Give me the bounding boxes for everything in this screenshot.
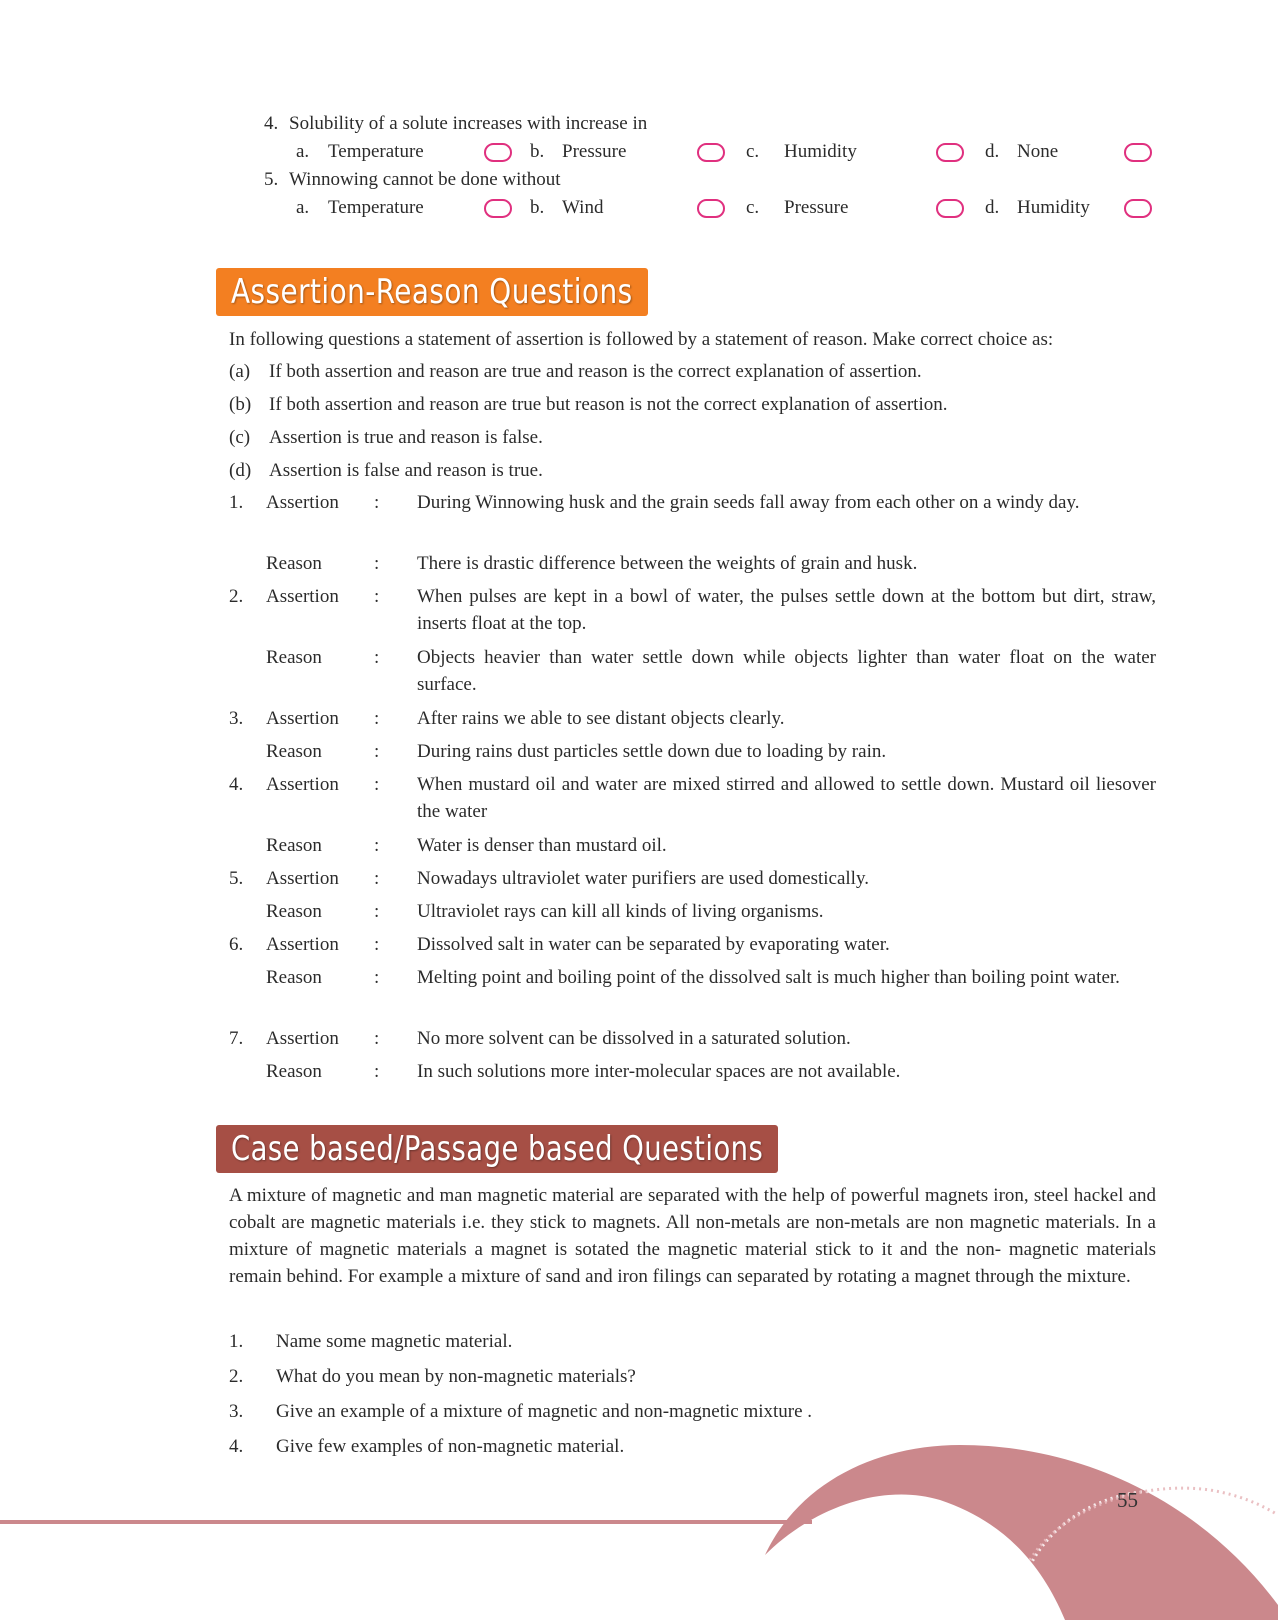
reason-label: Reason — [266, 835, 322, 856]
case-passage: A mixture of magnetic and man magnetic material are separated with the help of powerful magnets iron, steel hackel and cobalt are magnetic materials i.e. they stick to magnets. All non-metals are non-metals are non magnetic materials. In a mixture of magnetic materials a magnet is sotated the magnetic material stick to it and the non- magnetic materials remain behind. For example a mixture of sand and iron filings can separated by rotating a magnet through the mixture. — [229, 1185, 1156, 1287]
colon: : — [374, 901, 380, 922]
option-circle[interactable] — [1124, 199, 1152, 218]
option-text: Temperature — [328, 141, 424, 162]
case-question-text: Give few examples of non-magnetic material. — [276, 1436, 625, 1457]
choice-text: If both assertion and reason are true and reason is the correct explanation of assertion. — [269, 361, 922, 382]
ar-number: 6. — [229, 934, 244, 955]
assertion-text: Nowadays ultraviolet water purifiers are used domestically. — [417, 868, 869, 889]
reason-text: Objects heavier than water settle down while objects lighter than water float on the water surface. — [417, 647, 1156, 695]
reason-label: Reason — [266, 647, 322, 668]
reason-label: Reason — [266, 967, 322, 988]
ar-number: 1. — [229, 492, 244, 513]
option-circle[interactable] — [936, 199, 964, 218]
assertion-label: Assertion — [266, 868, 339, 889]
colon: : — [374, 553, 380, 574]
option-label: a. — [296, 197, 310, 218]
reason-label: Reason — [266, 553, 322, 574]
colon: : — [374, 934, 380, 955]
choice-text: Assertion is false and reason is true. — [269, 460, 543, 481]
assertion-text: When mustard oil and water are mixed stirred and allowed to settle down. Mustard oil liesover the water — [417, 774, 1156, 822]
option-label: b. — [530, 197, 545, 218]
option-circle[interactable] — [484, 143, 512, 162]
option-label: d. — [985, 197, 1000, 218]
colon: : — [374, 1061, 380, 1082]
assertion-text: During Winnowing husk and the grain seeds fall away from each other on a windy day. — [417, 492, 1080, 513]
assertion-label: Assertion — [266, 586, 339, 607]
choice-label: (a) — [229, 361, 251, 382]
colon: : — [374, 868, 380, 889]
colon: : — [374, 1028, 380, 1049]
option-circle[interactable] — [484, 199, 512, 218]
choice-item — [229, 459, 543, 483]
option-text: Pressure — [562, 141, 627, 162]
assertion-label: Assertion — [266, 708, 339, 729]
reason-text: In such solutions more inter-molecular spaces are not available. — [417, 1061, 901, 1082]
choice-item — [229, 393, 948, 417]
mcq-question-text: Winnowing cannot be done without — [289, 169, 561, 190]
reason-label: Reason — [266, 901, 322, 922]
case-question-number: 1. — [229, 1331, 244, 1352]
choice-item — [229, 426, 543, 450]
option-text: Wind — [562, 197, 604, 218]
mcq-question — [264, 112, 647, 136]
colon: : — [374, 647, 380, 668]
choice-label: (c) — [229, 427, 251, 448]
option-circle[interactable] — [936, 143, 964, 162]
assertion-label: Assertion — [266, 492, 339, 513]
choice-text: Assertion is true and reason is false. — [269, 427, 543, 448]
case-question-text: Name some magnetic material. — [276, 1331, 513, 1352]
assertion-label: Assertion — [266, 934, 339, 955]
mcq-number: 4. — [264, 113, 279, 134]
choice-item — [229, 360, 922, 384]
colon: : — [374, 835, 380, 856]
option-circle[interactable] — [697, 143, 725, 162]
reason-text: There is drastic difference between the weights of grain and husk. — [417, 553, 918, 574]
assertion-text: When pulses are kept in a bowl of water, the pulses settle down at the bottom but dirt, straw, inserts float at the top. — [417, 586, 1156, 634]
ar-number: 3. — [229, 708, 244, 729]
option-label: a. — [296, 141, 310, 162]
colon: : — [374, 774, 380, 795]
choice-label: (d) — [229, 460, 252, 481]
section-heading-case: Case based/Passage based Questions — [216, 1125, 778, 1173]
case-question-text: Give an example of a mixture of magnetic and non-magnetic mixture . — [276, 1401, 813, 1422]
case-question-number: 4. — [229, 1436, 244, 1457]
case-question-number: 2. — [229, 1366, 244, 1387]
option-label: d. — [985, 141, 1000, 162]
ar-number: 2. — [229, 586, 244, 607]
choice-label: (b) — [229, 394, 252, 415]
assertion-text: Dissolved salt in water can be separated by evaporating water. — [417, 934, 890, 955]
reason-text: Ultraviolet rays can kill all kinds of living organisms. — [417, 901, 824, 922]
reason-label: Reason — [266, 1061, 322, 1082]
option-text: Temperature — [328, 197, 424, 218]
assertion-text: After rains we able to see distant objects clearly. — [417, 708, 785, 729]
option-text: Humidity — [1017, 197, 1090, 218]
option-circle[interactable] — [697, 199, 725, 218]
option-text: Humidity — [784, 141, 857, 162]
option-label: b. — [530, 141, 545, 162]
reason-text: Water is denser than mustard oil. — [417, 835, 667, 856]
ar-number: 4. — [229, 774, 244, 795]
mcq-question — [264, 168, 561, 192]
colon: : — [374, 492, 380, 513]
option-circle[interactable] — [1124, 143, 1152, 162]
colon: : — [374, 967, 380, 988]
mcq-question-text: Solubility of a solute increases with increase in — [289, 113, 648, 134]
colon: : — [374, 741, 380, 762]
footer-swoosh — [765, 1445, 1278, 1620]
assertion-text: No more solvent can be dissolved in a saturated solution. — [417, 1028, 851, 1049]
reason-text: Melting point and boiling point of the dissolved salt is much higher than boiling point water. — [417, 967, 1120, 988]
colon: : — [374, 708, 380, 729]
option-label: c. — [746, 197, 760, 218]
assertion-label: Assertion — [266, 774, 339, 795]
page-number: 55 — [1117, 1488, 1138, 1512]
assertion-intro: In following questions a statement of assertion is followed by a statement of reason. Make correct choice as: — [229, 329, 1054, 350]
choice-text: If both assertion and reason are true but reason is not the correct explanation of assertion. — [269, 394, 948, 415]
assertion-label: Assertion — [266, 1028, 339, 1049]
case-question-number: 3. — [229, 1401, 244, 1422]
option-text: None — [1017, 141, 1059, 162]
reason-text: During rains dust particles settle down due to loading by rain. — [417, 741, 887, 762]
option-label: c. — [746, 141, 760, 162]
section-heading-assertion: Assertion-Reason Questions — [216, 268, 648, 316]
ar-number: 5. — [229, 868, 244, 889]
ar-number: 7. — [229, 1028, 244, 1049]
reason-label: Reason — [266, 741, 322, 762]
footer-decoration — [0, 1440, 1278, 1620]
colon: : — [374, 586, 380, 607]
footer-line — [0, 1520, 812, 1524]
case-question-text: What do you mean by non-magnetic materials? — [276, 1366, 636, 1387]
mcq-number: 5. — [264, 169, 279, 190]
option-text: Pressure — [784, 197, 849, 218]
